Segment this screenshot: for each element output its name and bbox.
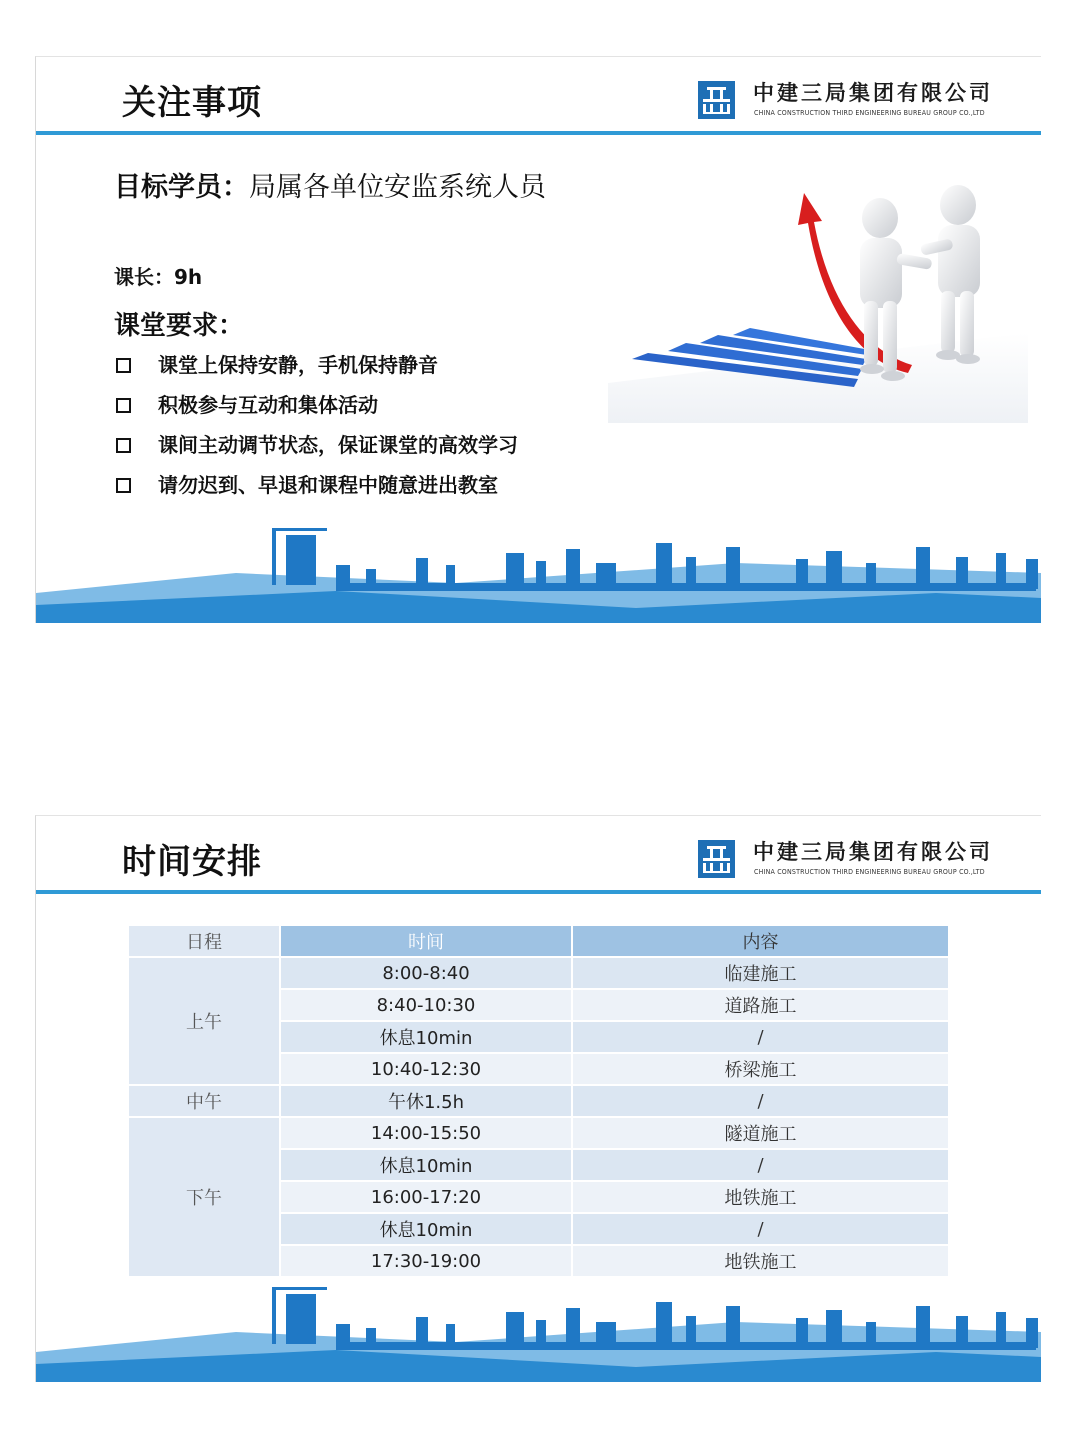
company-logo-icon: [698, 81, 735, 119]
header-divider: [36, 131, 1041, 135]
table-header-row: [128, 925, 949, 957]
requirement-text: 课堂上保持安静，手机保持静音: [158, 353, 438, 377]
time-cell: 16:00-17:20: [280, 1181, 572, 1213]
content-cell: 地铁施工: [572, 1245, 949, 1277]
list-item: [114, 469, 518, 509]
time-cell: 14:00-15:50: [280, 1117, 572, 1149]
checkbox-square-icon: [116, 398, 131, 413]
content-cell: 道路施工: [572, 989, 949, 1021]
company-name-en: CHINA CONSTRUCTION THIRD ENGINEERING BUREAU GROUP CO.,LTD: [754, 109, 985, 117]
content-cell: /: [572, 1085, 949, 1117]
company-logo-icon: [698, 840, 735, 878]
content-cell: 地铁施工: [572, 1181, 949, 1213]
requirements-list: [114, 349, 518, 509]
time-cell: 午休1.5h: [280, 1085, 572, 1117]
table-row: [128, 1085, 949, 1117]
time-cell: 休息10min: [280, 1021, 572, 1053]
slide-title: 时间安排: [122, 842, 262, 882]
list-item: [114, 349, 518, 389]
table-row: [128, 957, 949, 989]
target-value: 局属各单位安监系统人员: [249, 172, 546, 203]
period-cell: 上午: [128, 957, 280, 1085]
city-skyline-decoration: [36, 513, 1041, 623]
time-cell: 休息10min: [280, 1213, 572, 1245]
content-cell: 隧道施工: [572, 1117, 949, 1149]
content-cell: /: [572, 1021, 949, 1053]
slide-attention-items: [35, 56, 1041, 623]
target-label: 目标学员：: [114, 172, 249, 203]
table-row: [128, 1117, 949, 1149]
content-cell: 临建施工: [572, 957, 949, 989]
header-time: 时间: [280, 925, 572, 957]
time-cell: 8:40-10:30: [280, 989, 572, 1021]
period-cell: 下午: [128, 1117, 280, 1277]
course-duration: 课长：9h: [114, 265, 203, 289]
handshake-illustration: [608, 183, 1028, 423]
list-item: [114, 429, 518, 469]
checkbox-square-icon: [116, 438, 131, 453]
city-skyline-decoration: [36, 1272, 1041, 1382]
requirement-text: 请勿迟到、早退和课程中随意进出教室: [158, 473, 498, 497]
content-cell: /: [572, 1149, 949, 1181]
list-item: [114, 389, 518, 429]
time-cell: 10:40-12:30: [280, 1053, 572, 1085]
requirements-title: 课堂要求：: [114, 311, 245, 341]
requirement-text: 积极参与互动和集体活动: [158, 393, 378, 417]
time-cell: 17:30-19:00: [280, 1245, 572, 1277]
slide-title: 关注事项: [122, 83, 262, 123]
time-cell: 休息10min: [280, 1149, 572, 1181]
time-cell: 8:00-8:40: [280, 957, 572, 989]
requirement-text: 课间主动调节状态，保证课堂的高效学习: [158, 433, 518, 457]
header-schedule: 日程: [128, 925, 280, 957]
schedule-table: [127, 924, 950, 1278]
figure-right: [920, 185, 980, 364]
company-name-cn: 中建三局集团有限公司: [753, 81, 993, 105]
company-name-cn: 中建三局集团有限公司: [753, 840, 993, 864]
header-content: 内容: [572, 925, 949, 957]
target-learners: [114, 165, 546, 204]
company-name-en: CHINA CONSTRUCTION THIRD ENGINEERING BUREAU GROUP CO.,LTD: [754, 868, 985, 876]
content-cell: 桥梁施工: [572, 1053, 949, 1085]
slide-schedule: [35, 815, 1041, 1382]
period-cell: 中午: [128, 1085, 280, 1117]
checkbox-square-icon: [116, 478, 131, 493]
header-divider: [36, 890, 1041, 894]
content-cell: /: [572, 1213, 949, 1245]
checkbox-square-icon: [116, 358, 131, 373]
